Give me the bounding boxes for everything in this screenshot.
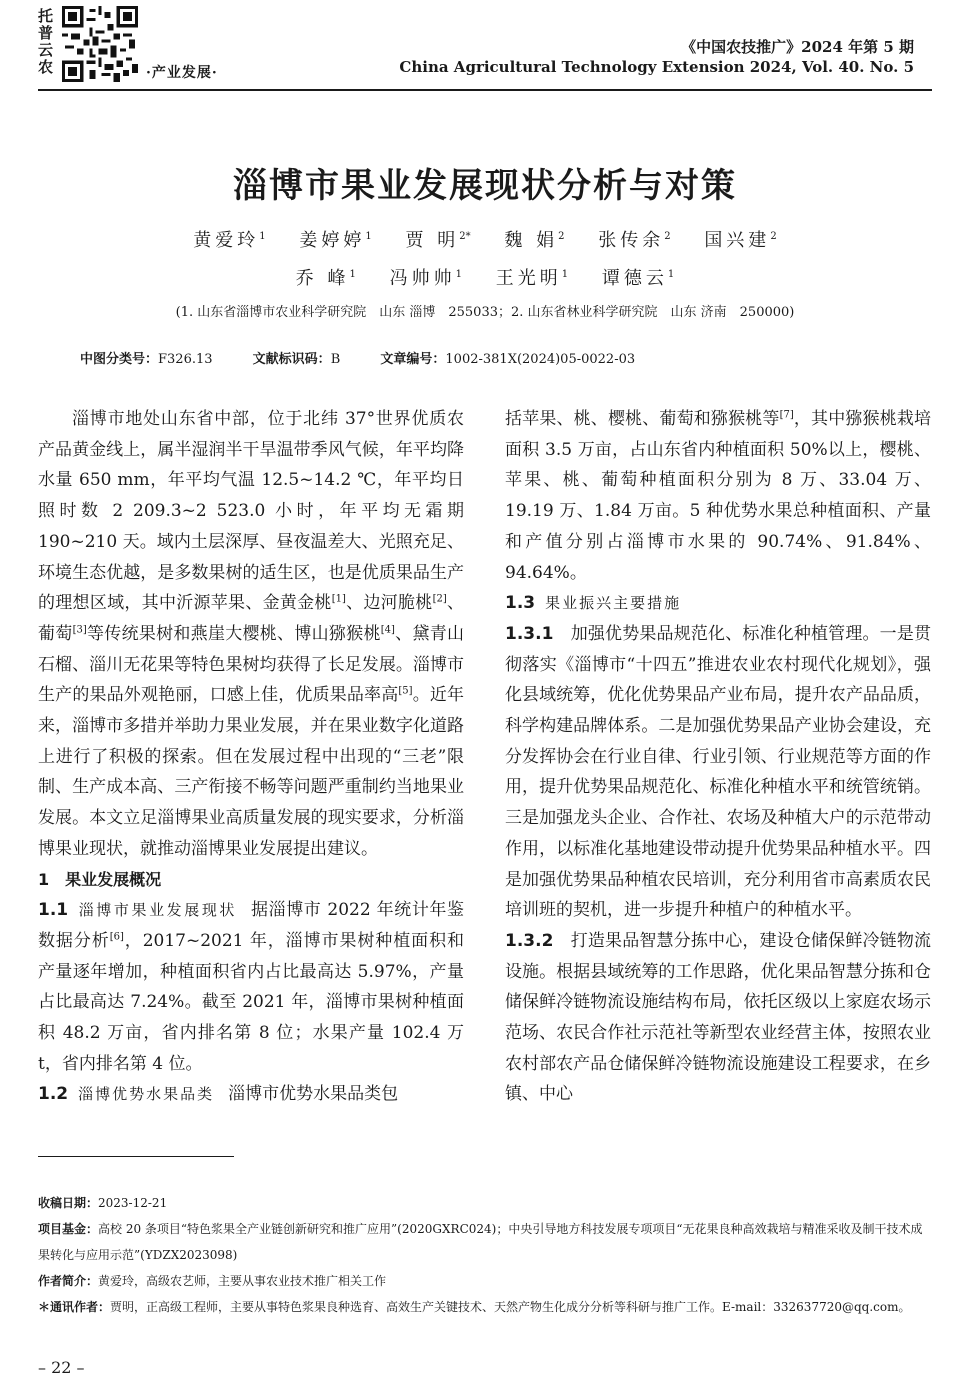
body-column-right <box>505 404 931 1110</box>
clc-label: 中图分类号： <box>80 352 159 367</box>
author-list-row2 <box>0 264 970 290</box>
body-column-left <box>38 404 464 1110</box>
author[interactable]: 贾 明$^{2*}$ <box>405 230 471 251</box>
author[interactable]: 姜婷婷$^1$ <box>299 230 372 251</box>
article-no-label: 文章编号： <box>380 352 446 367</box>
citation-link[interactable]: [1] <box>331 593 346 605</box>
citation-link[interactable]: [4] <box>380 624 395 636</box>
author[interactable]: 魏 娟$^2$ <box>504 230 565 251</box>
article-meta <box>80 348 671 367</box>
author[interactable]: 国兴建$^2$ <box>704 230 777 251</box>
journal-name-cn: 《中国农技推广》2024 年第 5 期 <box>681 38 914 56</box>
side-char: 农 <box>38 58 54 76</box>
subsection-1-3: 1.3 果业振兴主要措施 <box>505 593 682 614</box>
citation-link[interactable]: [7] <box>779 409 794 421</box>
citation-link[interactable]: [2] <box>432 593 447 605</box>
side-char: 托 <box>38 7 54 25</box>
side-char: 普 <box>38 24 54 42</box>
qr-code-icon[interactable] <box>62 6 138 82</box>
doc-code-label: 文献标识码： <box>252 352 331 367</box>
subsection-1-3-2: 1.3.2 打造果品智慧分拣中心，建设仓储保鲜冷链物流设施。根据县域统筹的工作思路，优化果品智慧分拣和仓储保鲜冷链物流设施结构布局，依托区级以上家庭农场示范场、农民合作社示范社等新型农业经营主体，按照农业农村部农产品仓储保鲜冷链物流设施建设工程要求，在乡镇、中心 <box>505 930 932 1105</box>
side-brand-label <box>38 8 58 76</box>
citation-link[interactable]: [5] <box>398 685 413 697</box>
footnote-received: 收稿日期：2023-12-21 <box>38 1196 168 1210</box>
side-char: 云 <box>38 41 54 59</box>
author[interactable]: 王光明$^1$ <box>495 268 569 289</box>
subsection-1-3-1: 1.3.1 加强优势果品规范化、标准化种植管理。一是贯彻落实《淄博市“十四五”推进农业农村现代化规划》，强化县域统筹，优化优势果品产业布局，提升农产品品质，科学构建品牌体系。二是加强优势果品产业协会建设，充分发挥协会在行业自律、行业引领、行业规范等方面的作用，提升优势果品规范化、标准化种植水平和统管统销。三是加强龙头企业、合作社、农场及种植大户的示范带动作用，以标准化基地建设带动提升优势果品种植水平。四是加强优势果品种植农民培训，充分利用省市高素质农民培训班的契机，进一步提升种植户的种植水平。 <box>505 623 932 921</box>
intro-paragraph: 淄博市地处山东省中部，位于北纬 37°世界优质农产品黄金线上，属半湿润半干旱温带季风气候，年平均降水量 650 mm，年平均气温 12.5~14.2 ℃，年平均日照时数 2 209.3~2 523.0 小时，年平均无霜期 190~210 天。域内土层深厚、昼夜温差大、光照充足、环境生态优越，是多数果树的适生区，也是优质果品生产的理想区域，其中沂源苹果、金黄金桃[1]、边河脆桃[2]、葡萄[3]等传统果树和燕崖大樱桃、博山猕猴桃[4]、黛青山石榴、淄川无花果等特色果树均获得了长足发展。淄博市生产的果品外观艳丽，口感上佳，优质果品率高[5]。近年来，淄博市多措并举助力果业发展，并在果业数字化道路上进行了积极的探索。但在发展过程中出现的“三老”限制、生产成本高、三产衔接不畅等问题严重制约当地果业发展。本文立足淄博果业高质量发展的现实要求，分析淄博果业现状，就推动淄博果业发展提出建议。 <box>38 409 465 859</box>
clc-value: F326.13 <box>158 352 213 367</box>
footnote-corresponding: ＊通讯作者：贾明，正高级工程师，主要从事特色浆果良种选育、高效生产关键技术、天然产物生化成分分析等科研与推广工作。E-mail：332637720@qq.com。 <box>38 1300 911 1314</box>
paragraph-continued: 括苹果、桃、樱桃、葡萄和猕猴桃等[7]，其中猕猴桃栽培面积 3.5 万亩，占山东省内种植面积 50%以上，樱桃、苹果、桃、葡萄种植面积分别为 8 万、33.04 万、19.19 万、1.84 万亩。5 种优势水果总种植面积、产量和产值分别占淄博市水果的 90.74%、91.84%、94.64%。 <box>505 409 932 583</box>
footnote-divider <box>38 1156 234 1157</box>
author[interactable]: 谭德云$^1$ <box>601 268 675 289</box>
author[interactable]: 黄爱玲$^1$ <box>193 230 266 251</box>
author[interactable]: 乔 峰$^1$ <box>295 268 356 289</box>
citation-link[interactable]: [3] <box>72 624 87 636</box>
subsection-1-2: 1.2 淄博优势水果品类 淄博市优势水果品类包 <box>38 1084 399 1105</box>
journal-name-en: China Agricultural Technology Extension 2024, Vol. 40. No. 5 <box>399 58 914 76</box>
header-divider <box>38 89 932 91</box>
article-title: 淄博市果业发展现状分析与对策 <box>233 166 737 206</box>
author-list-row1 <box>0 226 970 252</box>
page-number: – 22 – <box>38 1358 85 1377</box>
section-heading-1: 1 果业发展概况 <box>38 869 162 889</box>
author[interactable]: 冯帅帅$^1$ <box>389 268 462 289</box>
section-tag: ·产业发展· <box>146 65 218 81</box>
citation-link[interactable]: [6] <box>109 931 124 943</box>
doc-code-value: B <box>330 352 341 367</box>
article-no-value: 1002-381X(2024)05-0022-03 <box>445 352 636 367</box>
affiliation: (1. 山东省淄博市农业科学研究院 山东 淄博 255033；2. 山东省林业科学研究院 山东 济南 250000) <box>175 305 795 320</box>
author[interactable]: 张传余$^2$ <box>598 230 671 251</box>
footnote-author-bio: 作者简介：黄爱玲，高级农艺师，主要从事农业技术推广相关工作 <box>38 1274 387 1288</box>
footnote-fund: 项目基金：高校 20 条项目“特色浆果全产业链创新研究和推广应用”(2020GXRC024)；中央引导地方科技发展专项项目“无花果良种高效栽培与精准采收及制干技术成果转化与应用示范”(YDZX2023098) <box>38 1222 923 1262</box>
subsection-1-1: 1.1 淄博市果业发展现状 据淄博市 2022 年统计年鉴数据分析[6]，2017~2021 年，淄博市果树种植面积和产量逐年增加，种植面积省内占比最高达 5.97%，产量占比最高达 7.24%。截至 2021 年，淄博市果树种植面积 48.2 万亩，省内排名第 8 位；水果产量 102.4 万 t，省内排名第 4 位。 <box>38 900 464 1074</box>
